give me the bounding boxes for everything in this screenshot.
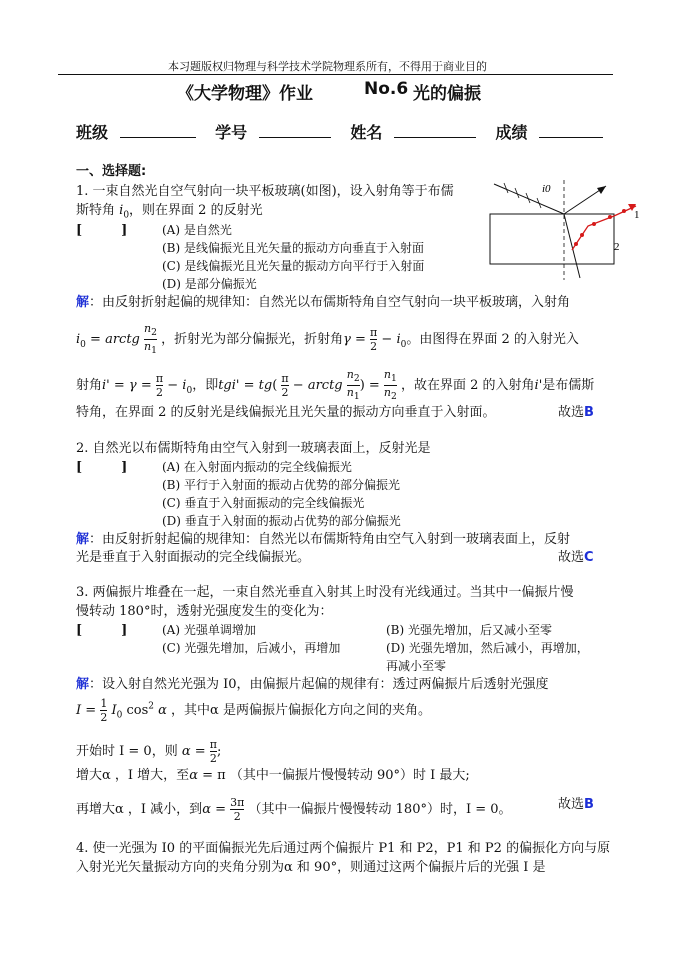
- q3-option-c[interactable]: (C) 光强先增加，后减小，再增加: [162, 641, 341, 655]
- fig-label-1: 1: [634, 209, 640, 221]
- page-title: 《大学物理》作业: [177, 84, 313, 104]
- id-label: 学号: [215, 123, 248, 142]
- incident-ray: [494, 184, 564, 214]
- q1-option-b[interactable]: (B) 是线偏振光且光矢量的振动方向垂直于入射面: [162, 241, 424, 255]
- q4-stem-line2: 入射光光矢量振动方向的夹角分别为α 和 90°，则通过这两个偏振片后的光强 I 是: [76, 860, 546, 875]
- solution-label: 解: [76, 295, 90, 310]
- q3-answer-bracket[interactable]: [ ]: [76, 623, 128, 638]
- student-info-row: [76, 120, 603, 143]
- id-blank[interactable]: [259, 123, 331, 138]
- q2-option-c[interactable]: (C) 垂直于入射面振动的完全线偏振光: [162, 496, 365, 510]
- header-rule: [58, 74, 613, 75]
- q2-stem: 2. 自然光以布儒斯特角由空气入射到一玻璃表面上，反射光是: [76, 441, 431, 456]
- refracted-ray: [564, 214, 580, 278]
- fig-label-2: 2: [614, 241, 620, 253]
- score-label: 成绩: [495, 123, 528, 142]
- q3-option-a[interactable]: (A) 光强单调增加: [162, 623, 256, 637]
- q1-option-d[interactable]: (D) 是部分偏振光: [162, 277, 257, 291]
- q1-option-c[interactable]: (C) 是线偏振光且光矢量的振动方向平行于入射面: [162, 259, 425, 273]
- q3-choice: 故选B: [558, 797, 594, 812]
- q4-stem-line1: 4. 使一光强为 I0 的平面偏振光先后通过两个偏振片 P1 和 P2，P1 和 P2 的偏振化方向与原: [76, 841, 611, 856]
- q2-choice: 故选C: [558, 550, 594, 565]
- solution-label: 解: [76, 532, 90, 547]
- fig-label-i0: i0: [542, 183, 551, 195]
- class-label: 班级: [76, 123, 109, 142]
- title-topic: 光的偏振: [413, 84, 481, 104]
- q3-option-b[interactable]: (B) 光强先增加，后又减小至零: [386, 623, 552, 637]
- q3-solution-line2: I = 1 2 $I_0$ $\cos^2 \alpha$ ，其中α 是两偏振片偏振化方向之间的夹角。: [76, 697, 431, 724]
- q2-solution-line2: 光是垂直于入射面振动的完全线偏振光。: [76, 550, 311, 565]
- title-number: No.6: [364, 79, 409, 99]
- q1-solution-line3: 射角i' = γ = π 2 − $i_0$，即tgi' = tg( π 2 − arctg $n_2$ $n_1$ ) = $n_1$ $n_2$ ，故在界面 2 的入射角i'是布儒斯: [76, 368, 595, 403]
- q3-solution-line1: 解：设入射自然光光强为 I0，由偏振片起偏的规律有：透过两偏振片后透射光强度: [76, 677, 549, 692]
- q2-solution-line1: 解：由反射折射起偏的规律知：自然光以布儒斯特角由空气入射到一玻璃表面上，反射: [76, 532, 571, 547]
- reflected-ray-1-arrowhead: [597, 186, 606, 194]
- q3-stem-line2: 慢转动 180°时，透射光强度发生的变化为：: [76, 604, 333, 619]
- q3-stem-line1: 3. 两偏振片堆叠在一起，一束自然光垂直入射其上时没有光线通过。当其中一偏振片慢: [76, 585, 574, 600]
- reflected-ray-2: [572, 206, 636, 250]
- name-label: 姓名: [350, 123, 383, 142]
- q2-answer: C: [584, 550, 594, 565]
- score-blank[interactable]: [539, 123, 603, 138]
- q2-option-d[interactable]: (D) 垂直于入射面的振动占优势的部分偏振光: [162, 514, 401, 528]
- q1-choice: 故选B: [558, 405, 594, 420]
- q1-answer-bracket[interactable]: [ ]: [76, 223, 128, 238]
- q1-answer: B: [584, 405, 594, 420]
- q1-solution-line4: 特角，在界面 2 的反射光是线偏振光且光矢量的振动方向垂直于入射面。: [76, 405, 496, 420]
- q1-solution-line2: $i_0$ = arctg $n_2$ $n_1$ ，折射光为部分偏振光，折射角γ = π 2 − $i_0$。由图得在界面 2 的入射光入: [76, 322, 579, 357]
- brewster-glass-figure: [484, 178, 644, 288]
- class-blank[interactable]: [120, 123, 196, 138]
- section-heading: 一、选择题:: [76, 164, 147, 179]
- q1-stem-line1: 1. 一束自然光自空气射向一块平板玻璃(如图)，设入射角等于布儒: [76, 184, 454, 199]
- glass-plate: [490, 214, 614, 264]
- q3-answer: B: [584, 797, 594, 812]
- q1-solution-line1: 解：由反射折射起偏的规律知：自然光以布儒斯特角自空气射向一块平板玻璃，入射角: [76, 295, 571, 310]
- q3-option-d-cont: 再减小至零: [386, 659, 447, 673]
- q3-solution-line5: 再增大α ，I 减小，到α = 3π 2 （其中一偏振片慢慢转动 180°）时，I = 0。: [76, 796, 512, 823]
- header-note: 本习题版权归物理与科学技术学院物理系所有，不得用于商业目的: [168, 60, 487, 73]
- name-blank[interactable]: [394, 123, 476, 138]
- q2-option-b[interactable]: (B) 平行于入射面的振动占优势的部分偏振光: [162, 478, 400, 492]
- q2-answer-bracket[interactable]: [ ]: [76, 460, 128, 475]
- q3-solution-line4: 增大α ，I 增大，至α = π （其中一偏振片慢慢转动 90°）时 I 最大;: [76, 768, 470, 783]
- q3-option-d[interactable]: (D) 光强先增加，然后减小，再增加，: [386, 641, 589, 655]
- fraction-n2-n1: $n_2$ $n_1$: [144, 322, 157, 357]
- q1-stem-line2: 斯特角 $i_0$，则在界面 2 的反射光: [76, 203, 263, 221]
- q3-solution-line3: 开始时 I = 0，则 α = π 2 ;: [76, 738, 222, 765]
- incident-ray-ticks: [504, 183, 541, 208]
- q1-option-a[interactable]: (A) 是自然光: [162, 223, 232, 237]
- solution-label: 解: [76, 677, 90, 692]
- q2-option-a[interactable]: (A) 在入射面内振动的完全线偏振光: [162, 460, 352, 474]
